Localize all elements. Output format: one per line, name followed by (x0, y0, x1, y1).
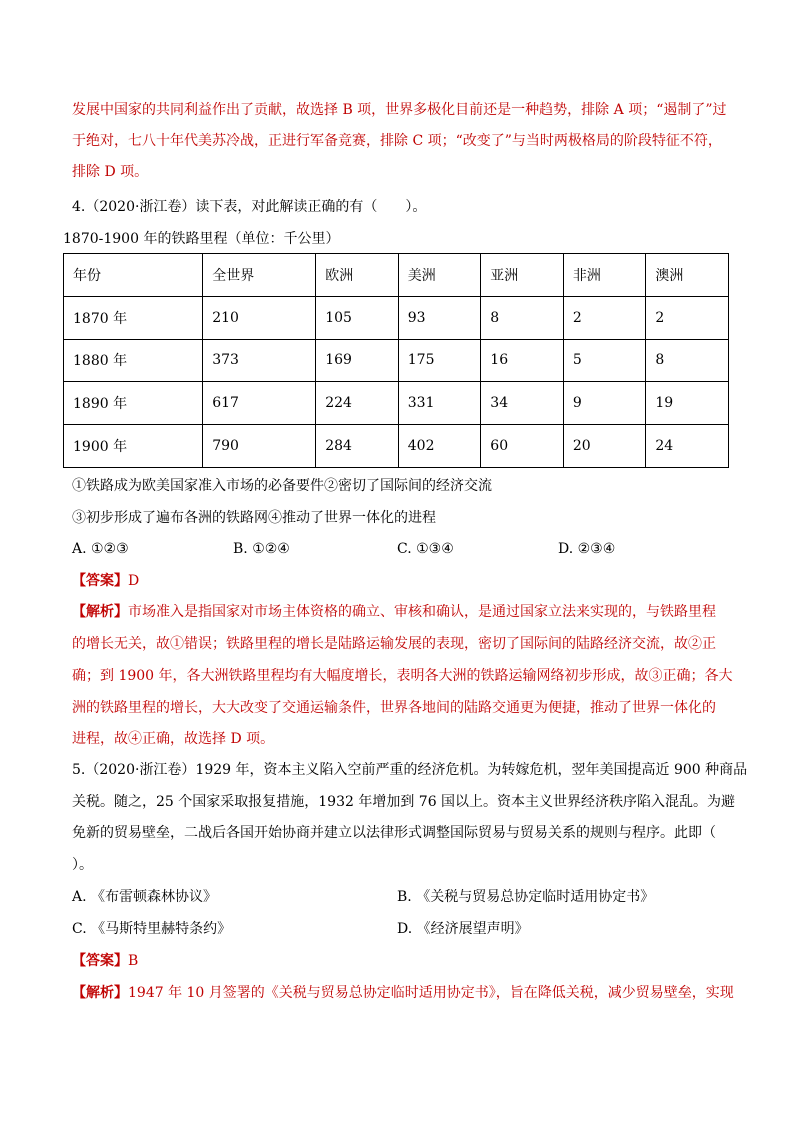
railway-mileage-table (63, 253, 729, 468)
header-cell: 澳洲 (646, 254, 729, 297)
prev-analysis-line-2: 于绝对，七八十年代美苏冷战，正进行军备竞赛，排除 C 项；“改变了”与当时两极格局的阶段特征不符， (72, 133, 722, 149)
table-row (64, 339, 729, 382)
answer-tag: 【答案】 (72, 573, 128, 589)
table-cell: 331 (398, 382, 481, 425)
table-cell: 2 (646, 296, 729, 339)
table-cell: 1890 年 (64, 382, 203, 425)
table-cell: 2 (563, 296, 646, 339)
q5-option-b: B. 《关税与贸易总协定临时适用协定书》 (397, 889, 655, 905)
header-cell: 亚洲 (481, 254, 564, 297)
table-cell: 8 (646, 339, 729, 382)
answer-tag: 【答案】 (72, 953, 128, 969)
table-cell: 373 (203, 339, 316, 382)
table-cell: 175 (398, 339, 481, 382)
table-cell: 1870 年 (64, 296, 203, 339)
table-cell: 20 (563, 425, 646, 468)
header-cell: 美洲 (398, 254, 481, 297)
q4-analysis-line-5: 进程，故④正确，故选择 D 项。 (72, 731, 275, 747)
table-cell: 1880 年 (64, 339, 203, 382)
table-cell: 8 (481, 296, 564, 339)
q5-option-c: C. 《马斯特里赫特条约》 (72, 921, 232, 937)
q4-option-d: D. ②③④ (558, 541, 616, 557)
header-cell: 欧洲 (316, 254, 399, 297)
q5-stem-line-4: ）。 (72, 857, 93, 873)
analysis-tag: 【解析】 (72, 985, 128, 1001)
table-cell: 402 (398, 425, 481, 468)
table-header-row (64, 254, 729, 297)
analysis-text: 市场准入是指国家对市场主体资格的确立、审核和确认，是通过国家立法来实现的，与铁路里程 (128, 604, 716, 620)
table-cell: 9 (563, 382, 646, 425)
table-cell: 1900 年 (64, 425, 203, 468)
q5-analysis-line-1 (72, 983, 734, 1003)
q4-answer (72, 571, 734, 591)
q4-option-c: C. ①③④ (397, 541, 454, 557)
q4-analysis-line-1 (72, 602, 734, 622)
table-cell: 169 (316, 339, 399, 382)
answer-value: D (128, 573, 140, 589)
q5-answer (72, 951, 734, 971)
table-cell: 19 (646, 382, 729, 425)
q5-option-d: D. 《经济展望声明》 (397, 921, 529, 937)
prev-analysis-line-3: 排除 D 项。 (72, 164, 149, 180)
q4-statements-line-2: ③初步形成了遍布各洲的铁路网④推动了世界一体化的进程 (72, 510, 436, 526)
q4-stem: 4.（2020·浙江卷）读下表，对此解读正确的有（ ）。 (72, 199, 427, 215)
table-cell: 790 (203, 425, 316, 468)
table-cell: 5 (563, 339, 646, 382)
table-cell: 93 (398, 296, 481, 339)
q4-statements-line-1: ①铁路成为欧美国家准入市场的必备要件②密切了国际间的经济交流 (72, 478, 492, 494)
q4-option-a: A. ①②③ (72, 541, 129, 557)
q4-analysis-line-3: 确；到 1900 年，各大洲铁路里程均有大幅度增长，表明各大洲的铁路运输网络初步形成，故③正确；各大 (72, 668, 733, 684)
q4-analysis-line-4: 洲的铁路里程的增长，大大改变了交通运输条件，世界各地间的陆路交通更为便捷，推动了世界一体化的 (72, 700, 716, 716)
q5-stem-line-2: 关税。随之，25 个国家采取报复措施，1932 年增加到 76 国以上。资本主义世界经济秩序陷入混乱。为避 (72, 794, 736, 810)
table-cell: 60 (481, 425, 564, 468)
table-cell: 34 (481, 382, 564, 425)
table-row (64, 296, 729, 339)
analysis-tag: 【解析】 (72, 604, 128, 620)
q5-stem-line-3: 免新的贸易壁垒，二战后各国开始协商并建立以法律形式调整国际贸易与贸易关系的规则与程序。此即（ (72, 825, 716, 841)
table-cell: 105 (316, 296, 399, 339)
q4-analysis-line-2: 的增长无关，故①错误；铁路里程的增长是陆路运输发展的表现，密切了国际间的陆路经济交流，故②正 (72, 636, 716, 652)
answer-value: B (128, 953, 139, 969)
table-cell: 224 (316, 382, 399, 425)
table-cell: 210 (203, 296, 316, 339)
table-cell: 284 (316, 425, 399, 468)
header-cell: 全世界 (203, 254, 316, 297)
analysis-text: 1947 年 10 月签署的《关税与贸易总协定临时适用协定书》，旨在降低关税，减少贸易壁垒，实现 (128, 985, 734, 1001)
q4-option-b: B. ①②④ (233, 541, 290, 557)
table-row (64, 425, 729, 468)
q5-option-a: A. 《布雷顿森林协议》 (72, 889, 218, 905)
q5-stem-line-1: 5.（2020·浙江卷）1929 年，资本主义陷入空前严重的经济危机。为转嫁危机，翌年美国提高近 900 种商品 (72, 762, 748, 778)
table-cell: 24 (646, 425, 729, 468)
header-cell: 非洲 (563, 254, 646, 297)
table-row (64, 382, 729, 425)
table-caption: 1870-1900 年的铁路里程（单位：千公里） (63, 231, 340, 247)
table-cell: 16 (481, 339, 564, 382)
table-cell: 617 (203, 382, 316, 425)
header-cell: 年份 (64, 254, 203, 297)
prev-analysis-line-1: 发展中国家的共同利益作出了贡献，故选择 B 项，世界多极化目前还是一种趋势，排除 A 项；“遏制了”过 (72, 102, 727, 118)
